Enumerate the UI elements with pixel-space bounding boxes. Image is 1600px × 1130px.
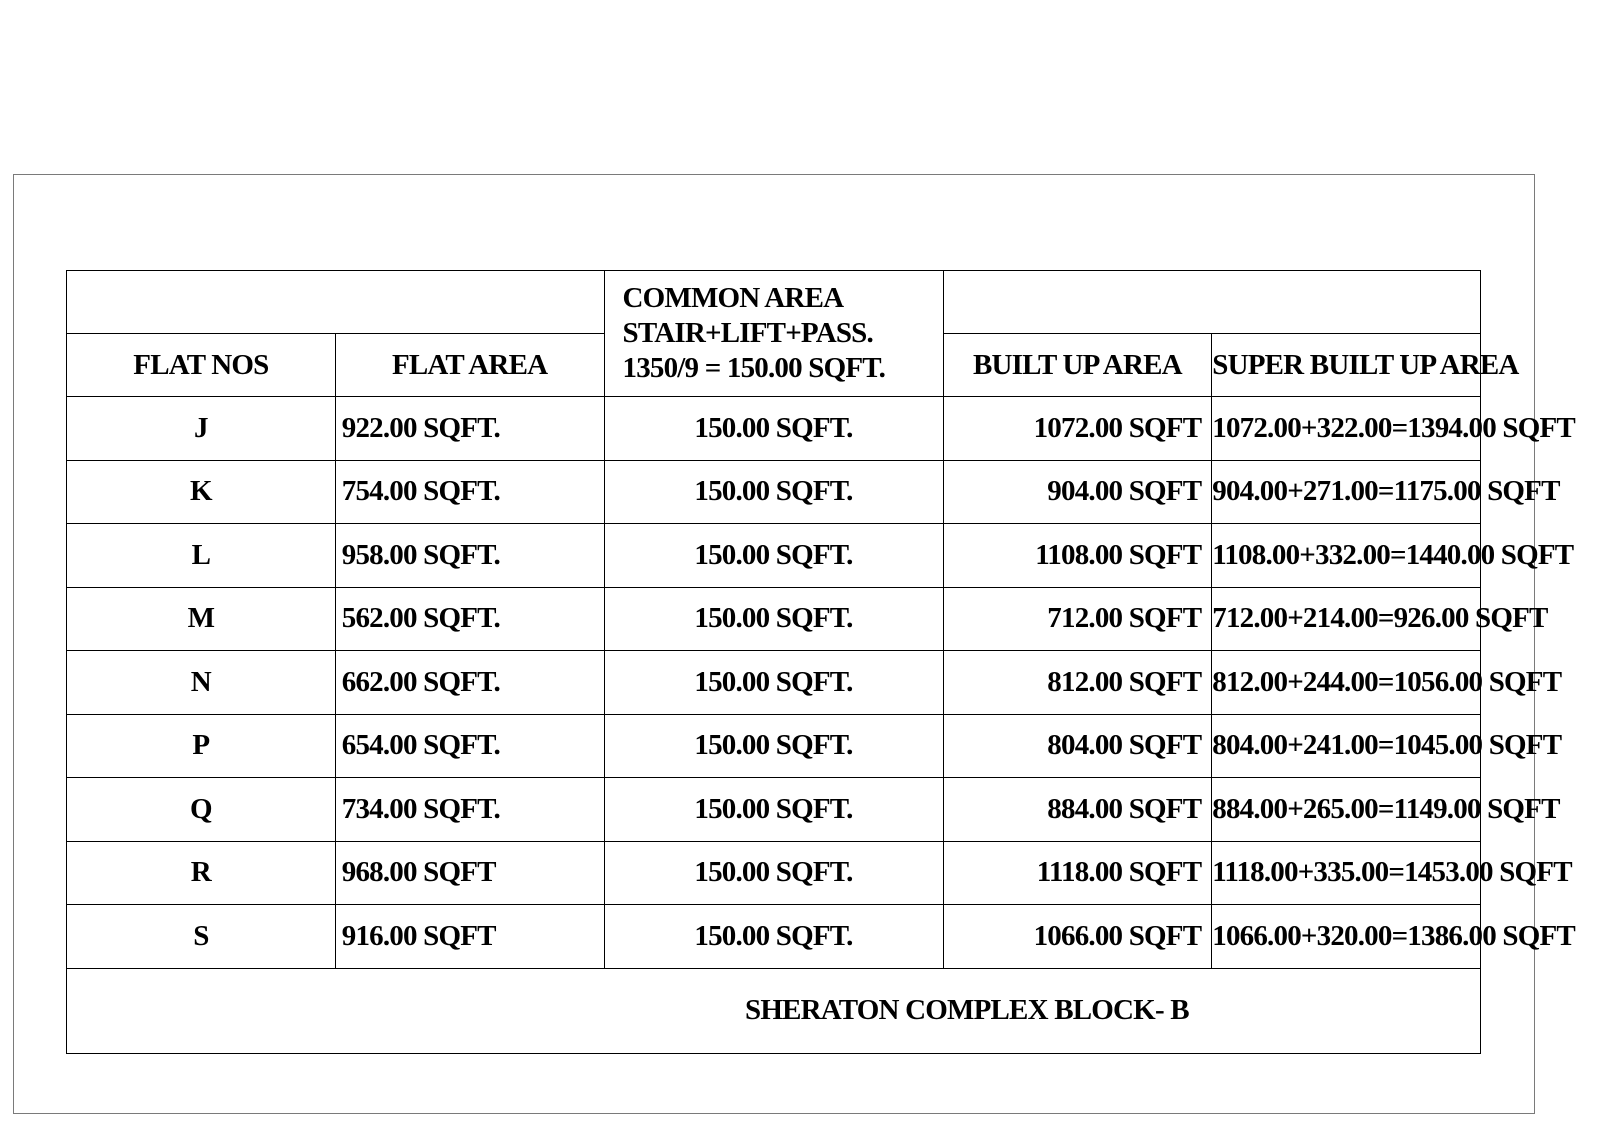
flat-area-cell: 968.00 SQFT	[335, 841, 604, 905]
table-row	[67, 714, 1481, 778]
common-area-header	[604, 271, 943, 397]
flat-nos-cell: S	[67, 905, 336, 969]
flat-area-header: FLAT AREA	[335, 334, 604, 397]
common-area-cell: 150.00 SQFT.	[604, 778, 943, 842]
built-up-area-cell: 884.00 SQFT	[943, 778, 1212, 842]
super-built-up-area-cell: 904.00+271.00=1175.00 SQFT	[1212, 460, 1481, 524]
super-built-up-area-cell: 712.00+214.00=926.00 SQFT	[1212, 587, 1481, 651]
flat-nos-cell: J	[67, 397, 336, 461]
common-area-cell: 150.00 SQFT.	[604, 841, 943, 905]
footer-row	[67, 968, 1481, 1053]
super-built-up-area-header: SUPER BUILT UP AREA	[1212, 334, 1481, 397]
common-area-cell: 150.00 SQFT.	[604, 460, 943, 524]
table-row	[67, 905, 1481, 969]
flat-nos-header: FLAT NOS	[67, 334, 336, 397]
table-row	[67, 524, 1481, 588]
flat-area-cell: 754.00 SQFT.	[335, 460, 604, 524]
flat-area-cell: 922.00 SQFT.	[335, 397, 604, 461]
flat-area-cell: 562.00 SQFT.	[335, 587, 604, 651]
common-area-cell: 150.00 SQFT.	[604, 714, 943, 778]
area-statement-table	[66, 270, 1575, 1054]
flat-nos-cell: R	[67, 841, 336, 905]
common-area-header-line3: 1350/9 = 150.00 SQFT.	[622, 352, 886, 384]
flat-nos-cell: Q	[67, 778, 336, 842]
table-row	[67, 778, 1481, 842]
flat-nos-cell: P	[67, 714, 336, 778]
common-area-cell: 150.00 SQFT.	[604, 905, 943, 969]
super-built-up-area-cell: 1066.00+320.00=1386.00 SQFT	[1212, 905, 1481, 969]
built-up-area-cell: 712.00 SQFT	[943, 587, 1212, 651]
common-area-cell: 150.00 SQFT.	[604, 651, 943, 715]
built-up-area-header: BUILT UP AREA	[943, 334, 1212, 397]
table-row	[67, 397, 1481, 461]
common-area-cell: 150.00 SQFT.	[604, 524, 943, 588]
common-area-cell: 150.00 SQFT.	[604, 397, 943, 461]
flat-nos-cell: K	[67, 460, 336, 524]
flat-nos-cell: L	[67, 524, 336, 588]
flat-area-cell: 662.00 SQFT.	[335, 651, 604, 715]
flat-nos-cell: M	[67, 587, 336, 651]
flat-area-cell: 916.00 SQFT	[335, 905, 604, 969]
super-built-up-area-cell: 1118.00+335.00=1453.00 SQFT	[1212, 841, 1481, 905]
flat-area-cell: 734.00 SQFT.	[335, 778, 604, 842]
built-up-area-cell: 904.00 SQFT	[943, 460, 1212, 524]
area-statement-sheet	[66, 270, 1575, 1060]
flat-nos-cell: N	[67, 651, 336, 715]
table-row	[67, 841, 1481, 905]
built-up-area-cell: 1066.00 SQFT	[943, 905, 1212, 969]
built-up-area-cell: 1118.00 SQFT	[943, 841, 1212, 905]
common-area-header-line1: COMMON AREA	[622, 282, 844, 314]
table-row	[67, 460, 1481, 524]
built-up-area-cell: 804.00 SQFT	[943, 714, 1212, 778]
super-built-up-area-cell: 884.00+265.00=1149.00 SQFT	[1212, 778, 1481, 842]
flat-area-cell: 654.00 SQFT.	[335, 714, 604, 778]
super-built-up-area-cell: 1108.00+332.00=1440.00 SQFT	[1212, 524, 1481, 588]
super-built-up-area-cell: 812.00+244.00=1056.00 SQFT	[1212, 651, 1481, 715]
table-row	[67, 587, 1481, 651]
header-blank-right	[943, 271, 1481, 334]
built-up-area-cell: 812.00 SQFT	[943, 651, 1212, 715]
header-blank-left	[67, 271, 605, 334]
super-built-up-area-cell: 1072.00+322.00=1394.00 SQFT	[1212, 397, 1481, 461]
common-area-header-line2: STAIR+LIFT+PASS.	[622, 317, 873, 349]
block-title: SHERATON COMPLEX BLOCK- B	[67, 968, 1481, 1053]
super-built-up-area-cell: 804.00+241.00=1045.00 SQFT	[1212, 714, 1481, 778]
built-up-area-cell: 1072.00 SQFT	[943, 397, 1212, 461]
table-row	[67, 651, 1481, 715]
header-row-top	[67, 271, 1481, 334]
common-area-cell: 150.00 SQFT.	[604, 587, 943, 651]
flat-area-cell: 958.00 SQFT.	[335, 524, 604, 588]
built-up-area-cell: 1108.00 SQFT	[943, 524, 1212, 588]
